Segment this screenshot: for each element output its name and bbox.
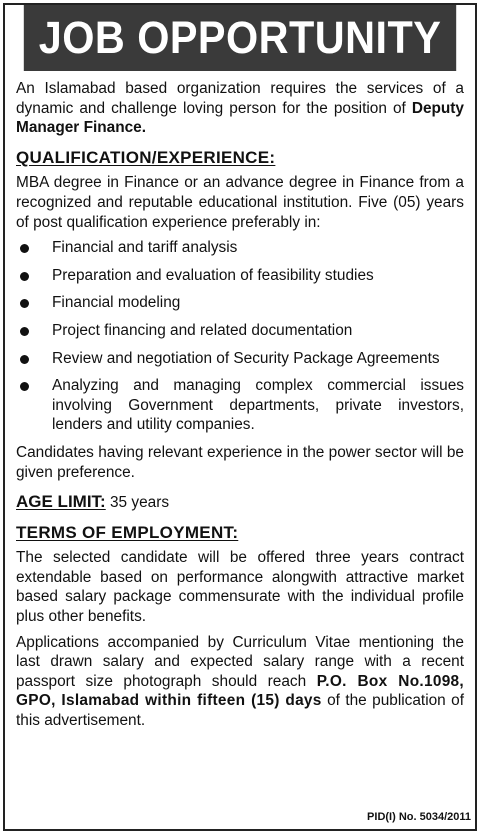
pid-number: PID(I) No. 5034/2011 — [367, 811, 471, 823]
intro-paragraph — [16, 79, 464, 138]
list-item: Preparation and evaluation of feasibility studies — [16, 266, 464, 286]
ad-body — [5, 71, 475, 731]
position-title: Deputy Manager Finance. — [16, 99, 464, 137]
list-item: Financial modeling — [16, 293, 464, 313]
terms-text: The selected candidate will be offered three years contract extendable based on performance alongwith attractive market based salary package commensurate with the individual profile plus other benefits. — [16, 549, 464, 626]
experience-list — [16, 238, 464, 435]
list-item: Financial and tariff analysis — [16, 238, 464, 258]
qualification-heading: QUALIFICATION/EXPERIENCE: — [16, 147, 276, 167]
bullet-icon — [20, 272, 29, 281]
bullet-icon — [20, 244, 29, 253]
application-paragraph — [16, 633, 464, 731]
preference-text: Candidates having relevant experience in the power sector will be given preference. — [16, 443, 464, 481]
job-advertisement — [3, 3, 477, 831]
intro-text: An Islamabad based organization requires the services of a dynamic and challenge loving person for the position of — [16, 80, 464, 117]
list-item: Review and negotiation of Security Package Agreements — [16, 349, 464, 369]
bullet-icon — [20, 382, 29, 391]
application-text: Applications accompanied by Curriculum Vitae mentioning the last drawn salary and expected salary range with a recent passport size photograph should reach — [16, 633, 464, 690]
age-limit-value: 35 years — [110, 494, 170, 512]
page-title: JOB OPPORTUNITY — [24, 5, 456, 71]
application-address: P.O. Box No.1098, GPO, Islamabad within fifteen (15) days — [16, 672, 464, 710]
age-limit-label: AGE LIMIT: — [16, 492, 106, 512]
age-limit — [16, 492, 464, 513]
list-item: Analyzing and managing complex commercial issues involving Government departments, private investors, lenders and utility companies. — [16, 376, 464, 435]
terms-heading: TERMS OF EMPLOYMENT: — [16, 522, 239, 542]
bullet-icon — [20, 355, 29, 364]
bullet-icon — [20, 299, 29, 308]
application-text-end: of the publication of this advertisement. — [16, 692, 464, 730]
list-item: Project financing and related documentation — [16, 321, 464, 341]
bullet-icon — [20, 327, 29, 336]
qualification-text: MBA degree in Finance or an advance degree in Finance from a recognized and reputable educational institution. Five (05) years of post qualification experience preferably in: — [16, 174, 464, 231]
